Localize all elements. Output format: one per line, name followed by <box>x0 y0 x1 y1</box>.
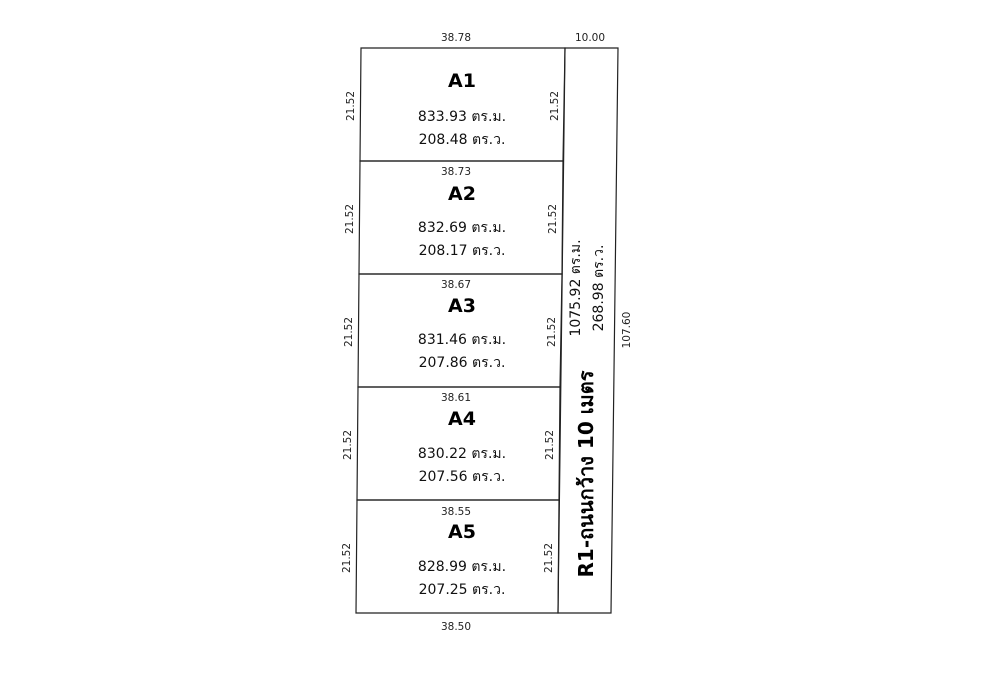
plot-right-dim: 21.52 <box>544 429 556 461</box>
plot-area-wa: 207.86 ตร.ว. <box>418 355 506 371</box>
road-area-sqm: 1075.92 ตร.ม. <box>568 239 584 337</box>
road-top-width-dim: 10.00 <box>574 32 606 44</box>
plot-right-dim: 21.52 <box>546 316 558 348</box>
plot-id: A2 <box>448 183 476 205</box>
plot-a2 <box>344 166 559 259</box>
plot-area-sqm: 830.22 ตร.ม. <box>417 446 507 462</box>
plot-left-dim: 21.52 <box>341 542 353 574</box>
plot-area-sqm: 832.69 ตร.ม. <box>417 220 507 236</box>
road-r1 <box>568 239 607 577</box>
plot-area-wa: 208.48 ตร.ว. <box>418 132 506 148</box>
plot-area-sqm: 833.93 ตร.ม. <box>417 109 507 125</box>
plot-id: A5 <box>448 521 476 543</box>
road-name-label: R1-ถนนกว้าง 10 เมตร <box>574 370 598 578</box>
plot-top-dim: 38.67 <box>440 279 472 291</box>
road-side-length-dim: 107.60 <box>621 311 633 349</box>
plot-a1 <box>345 70 561 148</box>
plot-area-sqm: 831.46 ตร.ม. <box>417 332 507 348</box>
plot-top-dim: 38.55 <box>440 506 472 518</box>
plot-top-dim: 38.61 <box>440 392 472 404</box>
top-width-dim: 38.78 <box>440 32 472 44</box>
plot-left-dim: 21.52 <box>343 316 355 348</box>
plot-a5 <box>341 506 555 598</box>
bottom-width-dim: 38.50 <box>440 621 472 633</box>
plot-a3 <box>343 279 558 371</box>
plot-id: A3 <box>448 295 476 317</box>
plot-left-dim: 21.52 <box>345 90 357 122</box>
plot-left-dim: 21.52 <box>342 429 354 461</box>
plot-area-sqm: 828.99 ตร.ม. <box>417 559 507 575</box>
plot-top-dim: 38.73 <box>440 166 472 178</box>
plot-id: A4 <box>448 408 476 430</box>
road-area-wa: 268.98 ตร.ว. <box>591 244 607 332</box>
plot-area-wa: 208.17 ตร.ว. <box>418 243 506 259</box>
plot-right-dim: 21.52 <box>547 203 559 235</box>
plot-area-wa: 207.25 ตร.ว. <box>418 582 506 598</box>
plot-right-dim: 21.52 <box>549 90 561 122</box>
plot-right-dim: 21.52 <box>543 542 555 574</box>
plot-area-wa: 207.56 ตร.ว. <box>418 469 506 485</box>
plot-a4 <box>342 392 556 485</box>
plot-id: A1 <box>448 70 476 92</box>
plot-left-dim: 21.52 <box>344 203 356 235</box>
